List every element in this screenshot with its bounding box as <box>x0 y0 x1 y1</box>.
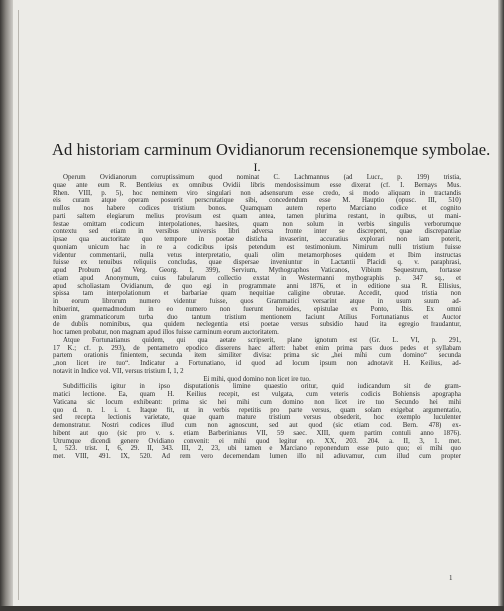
text-line: apud scholiastam Ovidianum, de quo egi in programmate anni 1876, et in editione sua R. Ellisius, <box>53 282 461 290</box>
text-line: I, 523. trist. I, 6, 29. II, 343. III, 2, 23, ubi tamen e Marciano reponendum esse puto quo; ei mihi quo <box>53 445 461 453</box>
text-line: sed recepta lectionis varietate, quae quam mature tristium versus obsederit, hoc exemplo luculenter <box>53 414 461 422</box>
text-line: demonstratur. Nostri codices illud cum non agnoscunt, sed aut quod (sic etiam cod. Bern. 478) ex- <box>53 422 461 429</box>
page-bottom-shadow <box>0 606 504 611</box>
text-line: quoniam unicum hac in re a codicibus ipsis petendum est testimonium. Nimirum nulli tristium fuisse <box>53 243 461 251</box>
section-number: I. <box>253 160 261 174</box>
text-line: matici lectione. Ea, quam H. Keilius recepit, est vulgata, cum veteris codicis Bohiensis apographa <box>53 391 461 398</box>
page-right-shadow <box>498 0 504 611</box>
margin-rule <box>18 10 19 600</box>
text-line: hibent aut quo (sic pro v. s. etiam Barberinianus VII, 59 saec. XIII, quem partim contuli anno 1876). <box>53 429 461 437</box>
text-line: enim grammaticorum turba duo tantum tristium mentionem faciunt Atilius Fortunatianus et Auctor <box>53 313 461 321</box>
text-line: contextu sed etiam in versibus universis libri adversa fronte inter se discrepent, quae discrepantiae <box>53 228 461 236</box>
text-line: quae ante eum R. Bentleius ex omnibus Ovidii libris mendosissimum esse dixerat (cf. I. Bernays Mus. <box>53 181 461 189</box>
text-line: parti saltem elegiarum melius provisum est quam antea, tamen plurima restant, in quibus, ut mani- <box>53 212 461 220</box>
text-line: de dubiis nominibus, qua quidem neclegentia etsi poetae versus subsidio haud ita egregio fraudantur, <box>53 321 461 329</box>
text-line: Utrumque dicendi genere Ovidiano convenit: ei mihi quod legitur ep. XX, 203. 204. a. II, 3, 1. met. <box>53 437 461 445</box>
text-line: ipsae qua auctoritate quo tempore in poetae disticha invaserint, accuratius explorari non iam poterit, <box>53 236 461 243</box>
text-line: Rhen. VIII, p. 5), hoc neminem viro singulari non adsensurum esse credo, si modo aliquam in tractandis <box>53 189 461 197</box>
text-line: apud Probum (ad Verg. Georg. I, 399), Servium, Mythographos Vaticanos, Vibium Sequestrum, fortasse <box>53 267 461 274</box>
text-line: Ei mihi, quod domino non licet ire tuo. <box>203 375 311 383</box>
page-left-shadow <box>0 0 13 611</box>
text-line: spissa tam interpolationum et barbariae quam nequitiae caligine obrutae. Accedit, quod tristia non <box>53 290 461 298</box>
text-line: etiam apud Anonymum, cuius fabularum collectio exstat in Westermanni mythographis p. 347 sq., et <box>53 274 461 282</box>
text-line: „non licet ire tuo“. Indicatur a Fortunatiano, id quod ad locum ipsum non adnotavit H. Keilius, ad- <box>53 360 461 367</box>
text-line: hibuerint, quemadmodum in eo numero non fuerunt heroides, epistulae ex Ponto, Ibis. Ex omni <box>53 305 461 313</box>
text-line: Vaticana sic locum exhibeant: prima sic hei mihi cum domino non licet ire tuo Secundo hei mihi <box>53 398 461 406</box>
text-line: 17 K.; cf. p. 293), de pentametro epodico disserens haec affert: habet enim prima pars duos pedes et syllabam <box>53 344 461 352</box>
text-line: Atque Fortunatianus quidem, qui qua aetate scripserit, plane ignotum est (Gr. L. VI, p. 291, <box>63 336 461 344</box>
text-line: Operum Ovidianorum corruptissimum quod nominat C. Lachmannus (ad Lucr., p. 199) tristia, <box>63 174 461 181</box>
text-line: hoc tamen probatur, non magnam apud illos fuisse carminum eorum auctoritatem. <box>53 329 279 336</box>
text-line: Subdifficilis igitur in ipso disputationis limine quaestio oritur, quid iudicandum sit de gram- <box>63 383 461 391</box>
text-line: partem orationis finientem, secunda item similiter divisa: prima sic „hei mihi cum domino“ secunda <box>53 352 461 360</box>
text-line: eis curam atque operam posuerit perscrutatique sibi, concedendum esse M. Hauptio (opusc. III, 510) <box>53 197 461 205</box>
page-number: 1 <box>449 574 453 582</box>
page-title: Ad historiam carminum Ovidianorum recensionemque symbolae. <box>52 140 491 159</box>
text-line: festae omittam codicum interpolationes, haesites, quam non solum in verbis singulis verborumque <box>53 220 461 228</box>
text-line: met. VIII, 491. IX, 520. Ad rem vero decernendam lumen illo nil adiuvamur, cum illud cum propter <box>53 453 461 460</box>
text-line: nullos nos habere codices tristium bonos. Quamquam autem reperto Marciano codice et cognito <box>53 205 461 212</box>
text-line: videntur commentarii, nulla vetus interpretatio, quali olim metamorphoses quidem et Ibim instructas <box>53 251 461 259</box>
text-line: fuisse ex tenuibus reliquiis concludas, quae dispersae inveniuntur in Lactantii Placidi q. v. paraphrasi, <box>53 259 461 267</box>
body-text <box>53 174 461 461</box>
text-line: in eorum librorum numero videntur fuisse, quos Grammatici versarint atque in usum suum ad- <box>53 298 461 305</box>
text-line: notavit in Indice vol. VII, versus tristium I, 1, 2 <box>53 367 184 375</box>
text-line: quo d. n. l. i. t. Itaque fit, ut in verbis repetitis pro parte versus, quam solam exigebat argumentatio, <box>53 406 461 414</box>
